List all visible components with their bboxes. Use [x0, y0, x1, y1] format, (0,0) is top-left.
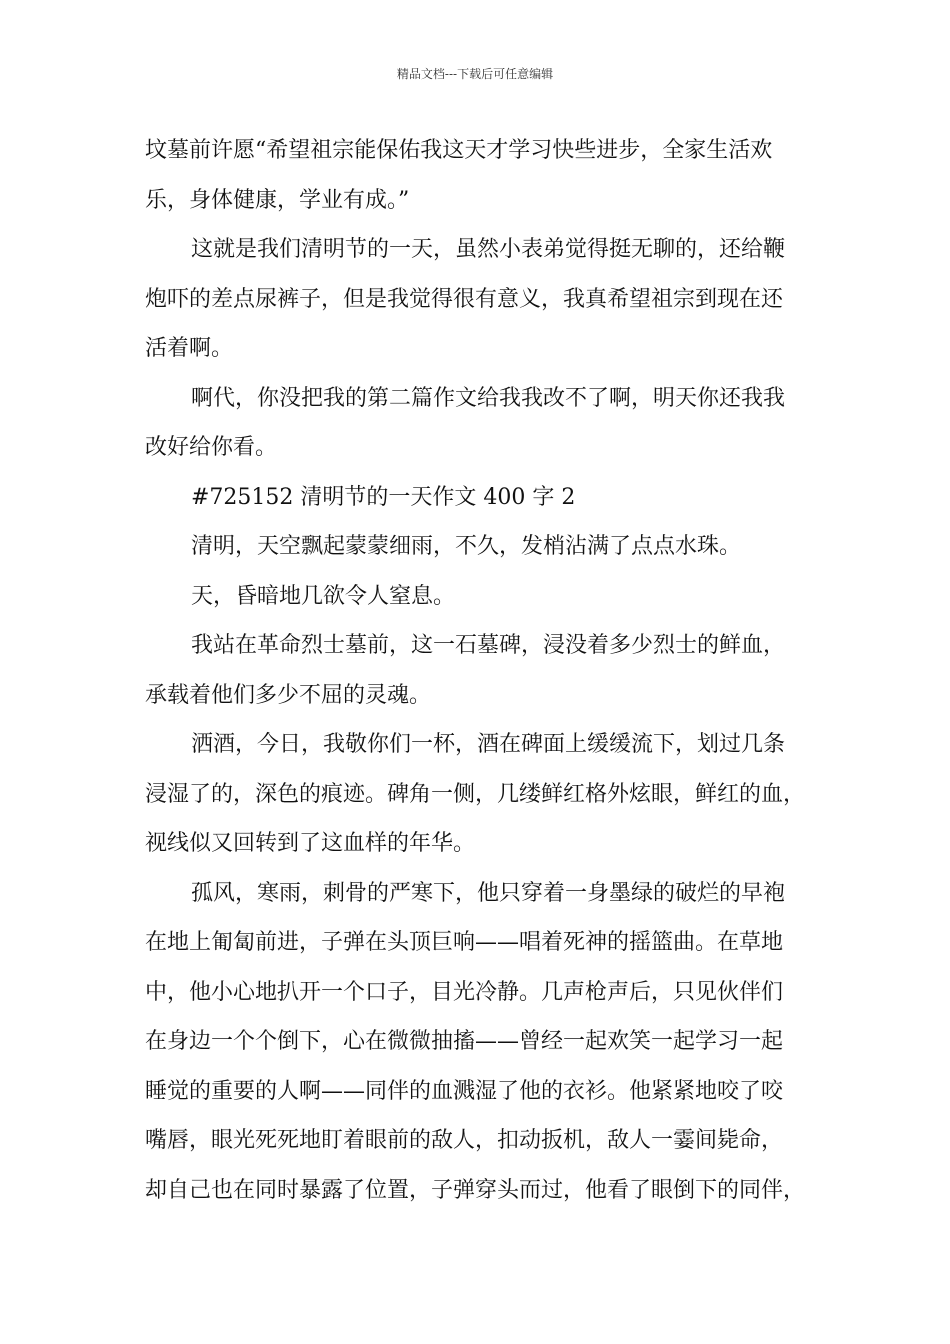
text-line: 承载着他们多少不屈的灵魂。: [145, 683, 432, 708]
text-line: 视线似又回转到了这血样的年华。: [145, 831, 476, 856]
text-line: 孤风，寒雨，刺骨的严寒下，他只穿着一身墨绿的破烂的早袍: [191, 881, 786, 906]
text-line: 在地上匍匐前进，子弹在头顶巨响——唱着死神的摇篮曲。在草地: [145, 930, 784, 955]
text-line: 这就是我们清明节的一天，虽然小表弟觉得挺无聊的，还给鞭: [191, 237, 786, 262]
text-line: 炮吓的差点尿裤子，但是我觉得很有意义，我真希望祖宗到现在还: [145, 287, 784, 312]
text-line: 嘴唇，眼光死死地盯着眼前的敌人，扣动扳机，敌人一霎间毙命，: [145, 1128, 784, 1153]
text-line: 中，他小心地扒开一个口子，目光冷静。几声枪声后，只见伙伴们: [145, 980, 784, 1005]
article-heading: #725152 清明节的一天作文 400 字 2: [191, 485, 576, 510]
text-line: 啊代，你没把我的第二篇作文给我我改不了啊，明天你还我我: [191, 386, 786, 411]
text-line: 天，昏暗地几欲令人窒息。: [191, 584, 456, 609]
text-line: 改好给你看。: [145, 435, 278, 460]
text-line: 却自己也在同时暴露了位置，子弹穿头而过，他看了眼倒下的同伴，: [145, 1178, 806, 1203]
text-line: 清明，天空飘起蒙蒙细雨，不久，发梢沾满了点点水珠。: [191, 534, 742, 559]
text-line: 我站在革命烈士墓前，这一石墓碑，浸没着多少烈士的鲜血，: [191, 633, 786, 658]
page-header: 精品文档---下载后可任意编辑: [396, 67, 554, 81]
text-line: 坟墓前许愿“希望祖宗能保佑我这天才学习快些进步，全家生活欢: [145, 138, 773, 163]
text-line: 在身边一个个倒下，心在微微抽搐——曾经一起欢笑一起学习一起: [145, 1029, 784, 1054]
text-line: 睡觉的重要的人啊——同伴的血溅湿了他的衣衫。他紧紧地咬了咬: [145, 1079, 784, 1104]
text-line: 浸湿了的，深色的痕迹。碑角一侧，几缕鲜红格外炫眼，鲜红的血，: [145, 782, 806, 807]
text-line: 乐，身体健康，学业有成。”: [145, 188, 410, 213]
text-line: 活着啊。: [145, 336, 234, 361]
text-line: 洒酒，今日，我敬你们一杯，酒在碑面上缓缓流下，划过几条: [191, 732, 786, 757]
